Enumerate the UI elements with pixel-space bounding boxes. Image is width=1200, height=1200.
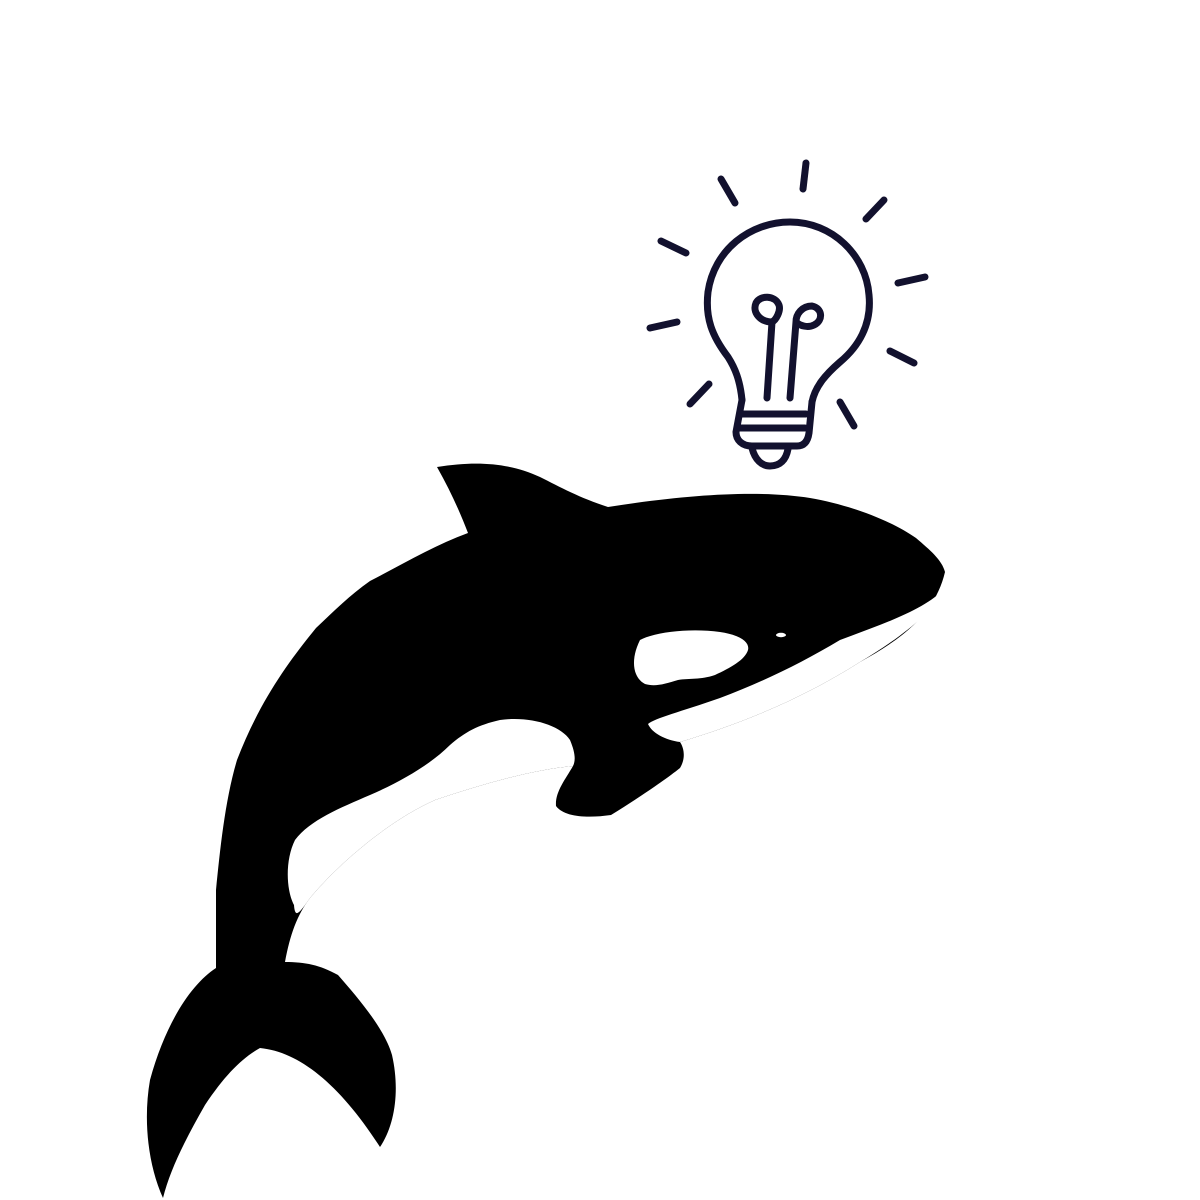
- orca-body: [147, 464, 945, 1198]
- orca-icon: [147, 464, 945, 1198]
- bulb-tip: [752, 448, 788, 466]
- ray-icon: [898, 277, 925, 283]
- ray-icon: [690, 384, 709, 404]
- orca-eye: [776, 633, 786, 637]
- bulb-socket: [736, 400, 812, 446]
- ray-icon: [866, 200, 884, 219]
- ray-icon: [650, 322, 677, 328]
- ray-icon: [661, 241, 686, 253]
- bulb-filament: [755, 297, 779, 398]
- ray-icon: [890, 351, 914, 363]
- lightbulb-icon: [650, 163, 925, 466]
- ray-icon: [840, 402, 854, 426]
- ray-icon: [721, 179, 735, 203]
- ray-icon: [803, 163, 806, 189]
